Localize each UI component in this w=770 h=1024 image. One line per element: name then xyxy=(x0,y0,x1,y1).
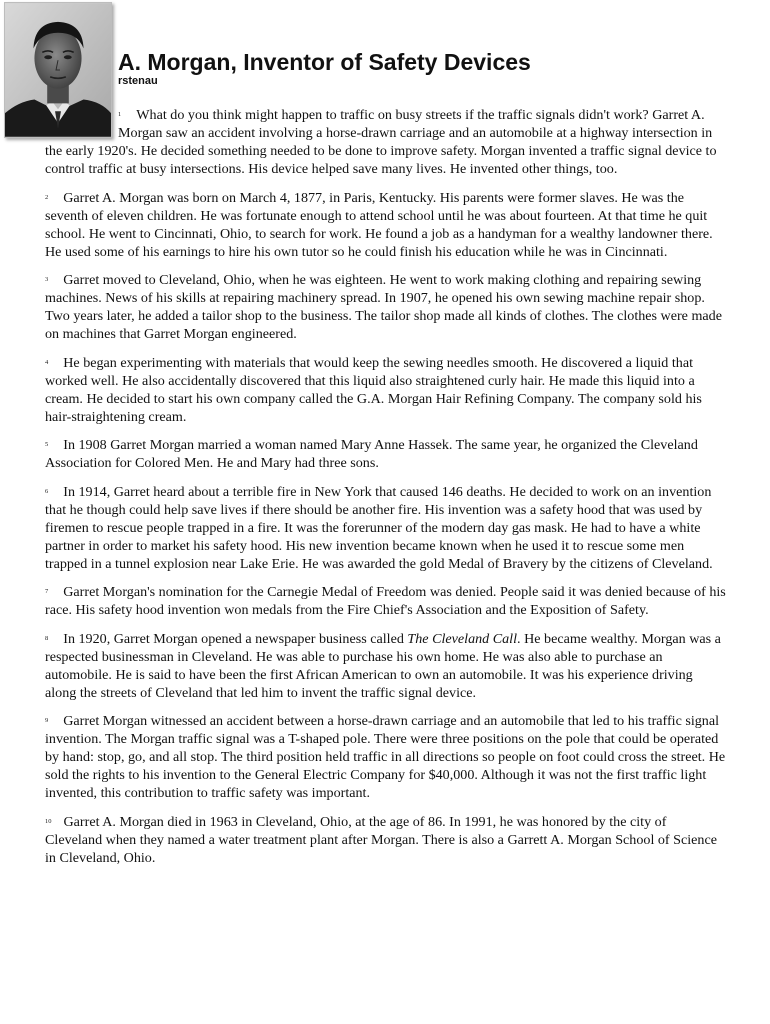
page-title: A. Morgan, Inventor of Safety Devices xyxy=(118,49,531,75)
paragraph-text: Garret Morgan witnessed an accident between a horse-drawn carriage and an automobile that led to his traffic signal invention. The Morgan traffic signal was a T-shaped pole. There were three positions on the pole that could be operated by hand: stop, go, and all stop. The third position held traffic in all directions so people on foot could cross the street. He sold the rights to his invention to the General Electric Company for $40,000. Although it was not the first traffic light invented, this contribution to traffic safety was important. xyxy=(45,713,726,801)
photo-wrap-spacer xyxy=(45,106,118,142)
paragraph-4 xyxy=(45,354,727,426)
paragraph-number: 9 xyxy=(45,717,49,724)
paragraph-7 xyxy=(45,583,727,619)
paragraph-text: In 1920, Garret Morgan opened a newspaper business called xyxy=(63,630,408,647)
paragraph-number: 10 xyxy=(45,817,52,825)
paragraph-2 xyxy=(45,189,727,261)
newspaper-title: The Cleveland Call xyxy=(407,630,518,647)
paragraph-text: Garret Morgan's nomination for the Carnegie Medal of Freedom was denied. People said it was denied because of his race. His safety hood invention won medals from the Fire Chief's Association and the Exposition of Safety. xyxy=(45,584,726,618)
paragraph-text: He began experimenting with materials that would keep the sewing needles smooth. He discovered a liquid that worked well. He also accidentally discovered that this liquid also straightened curly hair. He made this liquid into a cream. He decided to start his own company called the G.A. Morgan Hair Refining Company. The company sold his hair-straightening cream. xyxy=(45,354,702,425)
paragraph-number: 8 xyxy=(45,634,49,642)
paragraph-5 xyxy=(45,436,727,472)
paragraph-6 xyxy=(45,483,727,573)
author-byline: rstenau xyxy=(118,75,158,87)
paragraph-number: 7 xyxy=(45,588,49,595)
paragraph-text: Garret A. Morgan died in 1963 in Cleveland, Ohio, at the age of 86. In 1991, he was honored by the city of Cleveland when they named a water treatment plant after Morgan. There is also a Garrett A. Morgan School of Science in Cleveland, Ohio. xyxy=(45,813,717,866)
paragraph-number: 5 xyxy=(45,441,49,448)
paragraph-1 xyxy=(45,106,727,178)
paragraph-text: In 1914, Garret heard about a terrible fire in New York that caused 146 deaths. He decided to work on an invention that he though could help save lives if there should be another fire. His invention was a safety hood that was used by firemen to rescue people trapped in a fire. It was the forerunner of the modern day gas mask. He had to have a white partner in order to market his safety hood. His new invention became known when he used it to rescue some men trapped in a tunnel explosion near Lake Erie. He was awarded the gold Medal of Bravery by the citizens of Cleveland. xyxy=(45,483,713,572)
paragraph-8 xyxy=(45,630,727,702)
paragraph-text: What do you think might happen to traffic on busy streets if the traffic signals didn't work? Garret A. Morgan saw an accident involving a horse-drawn carriage and an automobile at a highway intersection in the early 1920's. He decided something needed to be done to improve safety. Morgan invented a traffic signal device to control traffic at busy intersections. His device helped save many lives. He invented other things, too. xyxy=(45,107,717,177)
article-body xyxy=(45,106,727,877)
paragraph-9 xyxy=(45,712,727,802)
paragraph-number: 4 xyxy=(45,358,49,366)
paragraph-number: 6 xyxy=(45,487,49,495)
paragraph-text: Garret A. Morgan was born on March 4, 1877, in Paris, Kentucky. His parents were former slaves. He was the seventh of eleven children. He was fortunate enough to attend school until he was about fourteen. At that time he quit school. He went to Cincinnati, Ohio, to search for work. He found a job as a handyman for a wealthy landowner there. He used some of his earnings to hire his own tutor so he could finish his education while he was in Cincinnati. xyxy=(45,189,713,260)
paragraph-number: 3 xyxy=(45,276,49,283)
paragraph-10 xyxy=(45,813,727,867)
paragraph-text: In 1908 Garret Morgan married a woman named Mary Anne Hassek. The same year, he organized the Cleveland Association for Colored Men. He and Mary had three sons. xyxy=(45,437,698,471)
paragraph-number: 2 xyxy=(45,193,49,201)
paragraph-text: . He became wealthy. Morgan was a respected businessman in Cleveland. He was able to purchase his own home. He was also able to purchase an automobile. He is said to have been the first African American to own an automobile. It was his experience driving along the streets of Cleveland that led him to invent the traffic signal device. xyxy=(45,630,721,701)
paragraph-3 xyxy=(45,271,727,343)
paragraph-text: Garret moved to Cleveland, Ohio, when he was eighteen. He went to work making clothing and repairing sewing machines. News of his skills at repairing machinery spread. In 1907, he opened his own sewing machine repair shop. Two years later, he added a tailor shop to the business. The tailor shop made all kinds of clothes. The clothes were made on machines that Garret Morgan engineered. xyxy=(45,272,722,342)
paragraph-number: 1 xyxy=(118,111,122,118)
